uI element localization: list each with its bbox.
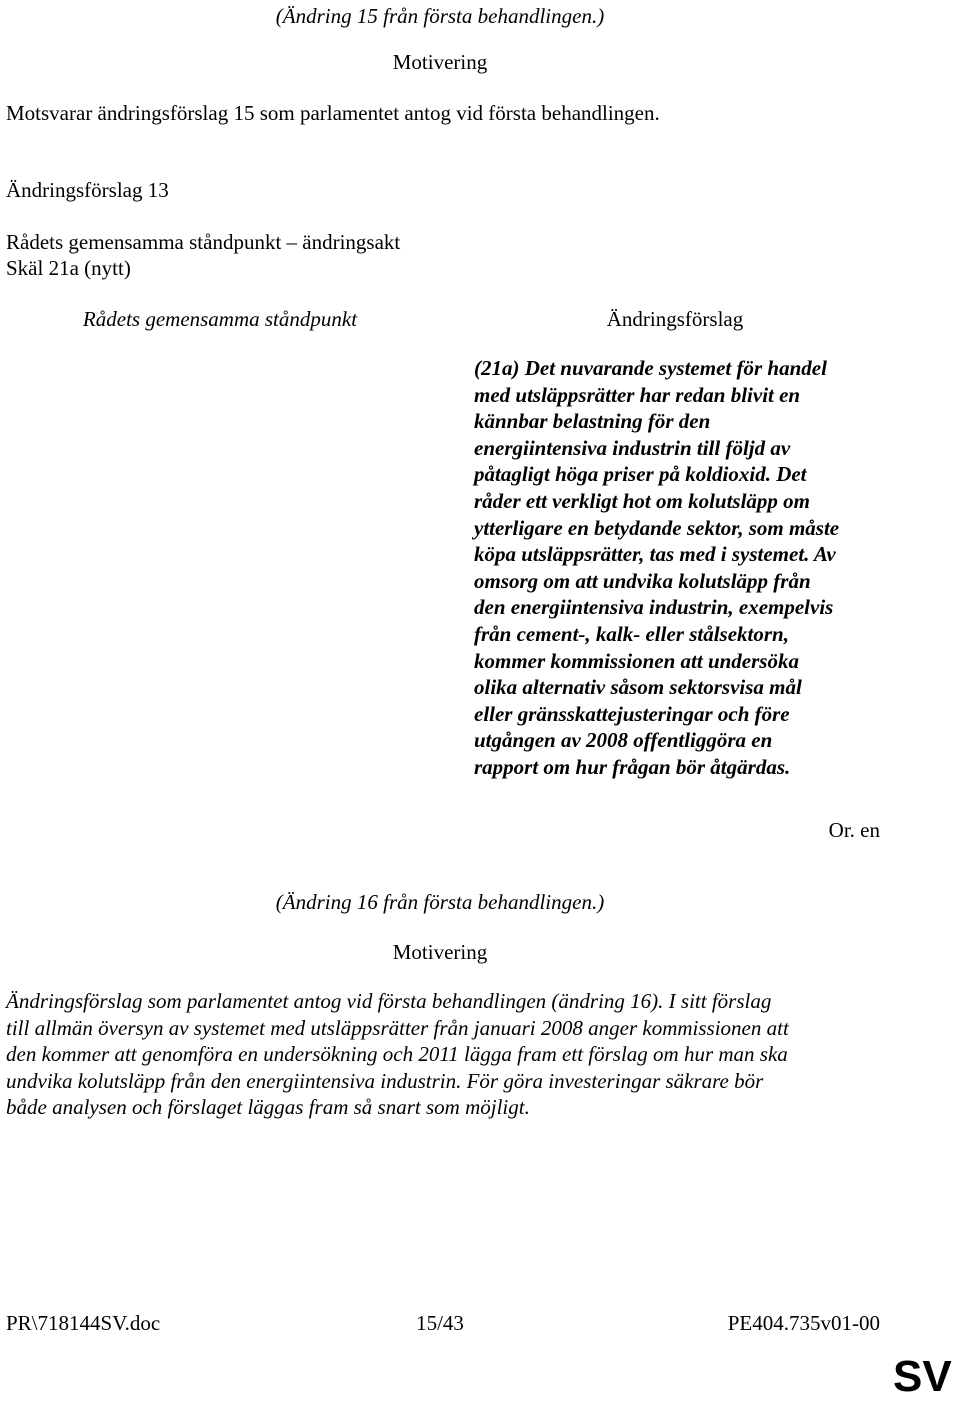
amendment-line: omsorg om att undvika kolutsläpp från [474,568,811,593]
column-header-council-position: Rådets gemensamma ståndpunkt [82,307,358,331]
amendment-line: olika alternativ såsom sektorsvisa mål [474,675,802,700]
amendment-line: ytterligare en betydande sektor, som måste [474,515,840,540]
amendment-line: påtagligt höga priser på koldioxid. Det [474,462,807,487]
column-header-amendment: Ändringsförslag [606,307,744,331]
amendment-15-reference: (Ändring 15 från första behandlingen.) [275,4,605,28]
footer-document-reference: PR\718144SV.doc [6,1311,161,1335]
amendment-line: utgången av 2008 offentliggöra en [474,728,773,753]
amendment-line: den energiintensiva industrin, exempelvis [474,595,834,620]
footer-pe-reference: PE404.735v01-00 [727,1311,880,1335]
amendment-title: Ändringsförslag 13 [6,178,169,202]
justification-line: undvika kolutsläpp från den energiintensiva industrin. För göra investeringar säkrare bör [6,1068,764,1093]
amendment-line: energiintensiva industrin till följd av [474,435,791,460]
amendment-line: från cement-, kalk- eller stålsektorn, [474,621,789,646]
justification-text [6,988,789,1121]
amendment-line: kännbar belastning för den [474,409,711,434]
original-language: Or. en [828,818,880,842]
justification-line: Ändringsförslag som parlamentet antog vid första behandlingen (ändring 16). I sitt förslag [6,989,772,1013]
amendment-subject: Rådets gemensamma ståndpunkt – ändringsakt [6,230,401,254]
justification-line: till allmän översyn av systemet med utsläppsrätter från januari 2008 anger kommissionen att [6,1015,789,1040]
amendment-line: eller gränsskattejusteringar och före [474,701,790,726]
justification-heading: Motivering [392,50,488,74]
justification-heading: Motivering [392,940,488,964]
amendment-line: köpa utsläppsrätter, tas med i systemet. Av [474,542,836,567]
justification-line: den kommer att genomföra en undersökning och 2011 lägga fram ett förslag om hur man ska [6,1042,788,1067]
recital-reference: Skäl 21a (nytt) [6,256,131,280]
amendment-line: (21a) Det nuvarande systemet för handel [474,356,827,380]
language-code: SV [893,1352,952,1401]
amendment-16-reference: (Ändring 16 från första behandlingen.) [275,890,605,914]
amendment-line: råder ett verkligt hot om kolutsläpp om [474,488,811,513]
amendment-line: med utsläppsrätter har redan blivit en [474,382,801,407]
justification-line: både analysen och förslaget läggas fram så snart som möjligt. [6,1095,530,1120]
amendment-line: kommer kommissionen att undersöka [474,648,799,673]
amendment-text [474,355,839,781]
amendment-line: rapport om hur frågan bör åtgärdas. [474,754,791,779]
footer-page-number: 15/43 [416,1311,464,1335]
justification-text: Motsvarar ändringsförslag 15 som parlamentet antog vid första behandlingen. [6,101,660,125]
